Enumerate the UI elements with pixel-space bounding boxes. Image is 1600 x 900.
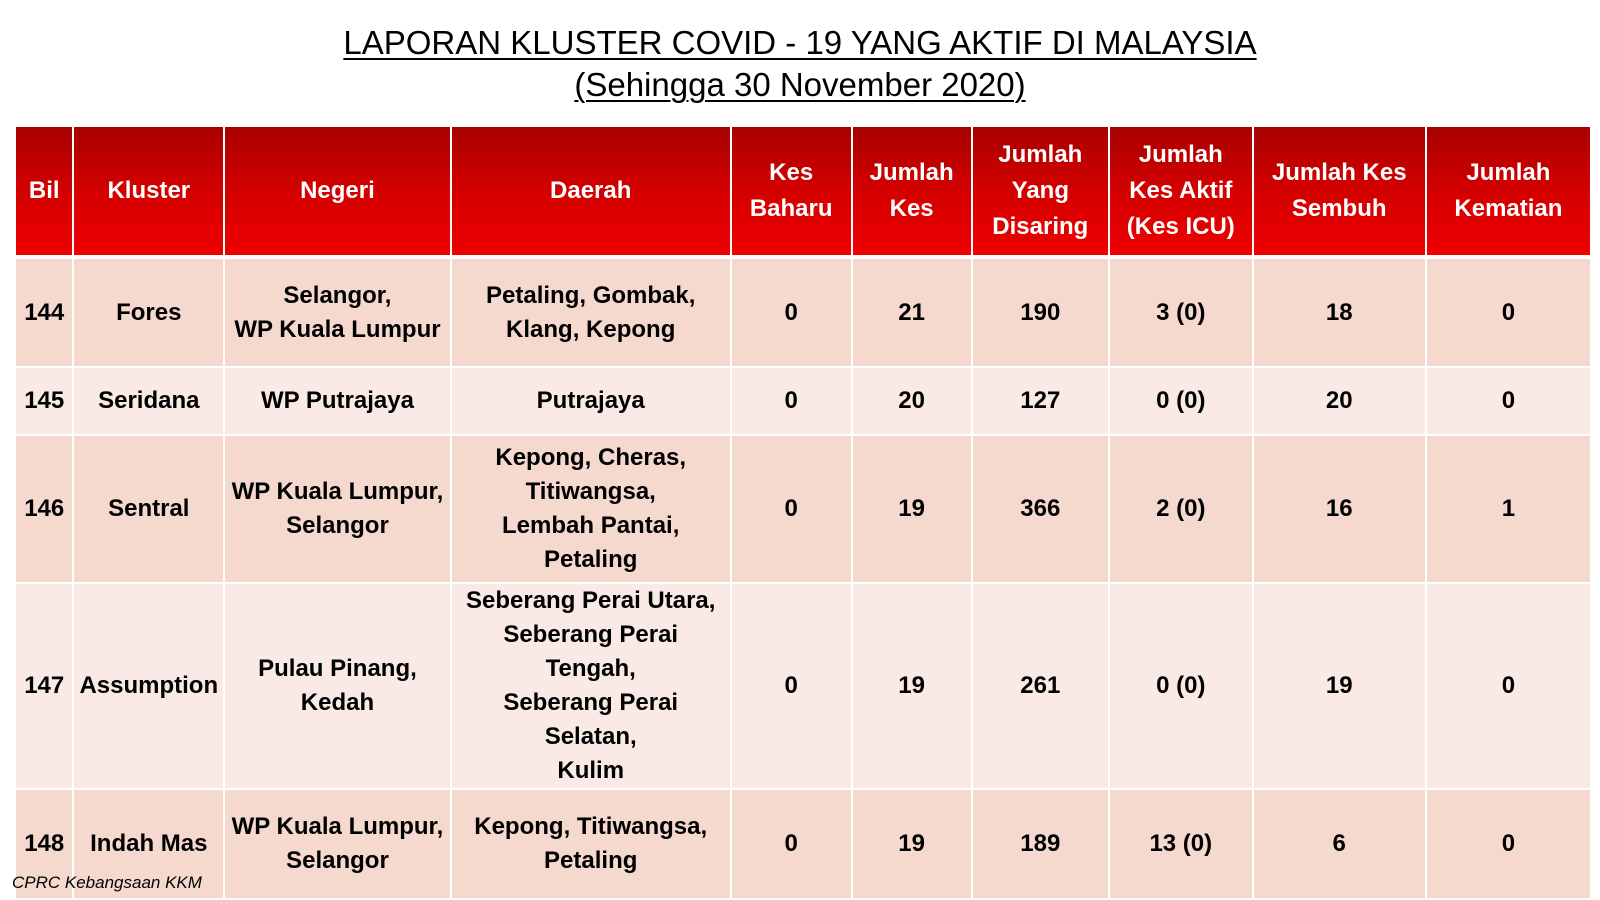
cell-bil: 148	[15, 789, 73, 899]
table-row	[15, 789, 1591, 899]
cell-daerah-line: Titiwangsa,	[525, 478, 656, 505]
cell-daerah-line: Lembah Pantai,	[502, 512, 680, 539]
header-daerah	[451, 126, 731, 257]
cell-negeri-line: WP Putrajaya	[260, 387, 414, 414]
cell-kes-baharu: 0	[731, 435, 852, 583]
cell-daerah-line: Petaling	[544, 847, 638, 874]
header-label-line: Daerah	[550, 177, 632, 204]
source-footnote: CPRC Kebangsaan KKM	[12, 873, 202, 892]
header-label-line: Disaring	[992, 213, 1089, 240]
cell-kes-baharu: 0	[731, 789, 852, 899]
cell-daerah-line: Seberang Perai Utara,	[465, 587, 716, 614]
header-label-line: Kes	[769, 159, 814, 186]
cell-kematian: 0	[1426, 789, 1591, 899]
header-jumlah-kes-sembuh	[1253, 126, 1426, 257]
cell-daerah-line: Kepong, Cheras,	[495, 444, 687, 471]
cell-jumlah-kes: 19	[852, 583, 972, 789]
cell-jumlah-kes: 20	[852, 367, 972, 435]
header-label-line: Jumlah	[1138, 141, 1223, 168]
cell-kluster: Seridana	[73, 367, 224, 435]
header-label-line: Sembuh	[1291, 195, 1387, 222]
cell-jumlah-kes: 21	[852, 257, 972, 367]
table-header-row	[15, 126, 1591, 257]
cell-jumlah-disaring: 261	[972, 583, 1109, 789]
header-kes-baharu	[731, 126, 852, 257]
cell-kematian: 0	[1426, 367, 1591, 435]
report-title-main: LAPORAN KLUSTER COVID - 19 YANG AKTIF DI MALAYSIA	[343, 24, 1257, 61]
header-label-line: Jumlah	[998, 141, 1083, 168]
table-row	[15, 367, 1591, 435]
cell-negeri	[224, 435, 451, 583]
cell-kes-sembuh: 16	[1253, 435, 1426, 583]
cell-bil: 147	[15, 583, 73, 789]
header-label-line: Jumlah	[869, 159, 954, 186]
cell-kluster: Sentral	[73, 435, 224, 583]
table-row	[15, 257, 1591, 367]
cell-kes-baharu: 0	[731, 583, 852, 789]
cell-negeri-line: WP Kuala Lumpur,	[231, 813, 444, 840]
header-label-line: Jumlah Kes	[1271, 159, 1407, 186]
header-kluster	[73, 126, 224, 257]
cell-kes-aktif: 0 (0)	[1109, 367, 1253, 435]
cell-daerah-line: Seberang Perai Tengah,	[503, 621, 679, 682]
header-jumlah-kematian	[1426, 126, 1591, 257]
cell-bil: 146	[15, 435, 73, 583]
header-jumlah-disaring	[972, 126, 1109, 257]
table-row	[15, 583, 1591, 789]
cell-kematian: 0	[1426, 583, 1591, 789]
cell-jumlah-disaring: 127	[972, 367, 1109, 435]
cell-kes-sembuh: 6	[1253, 789, 1426, 899]
cell-daerah-line: Klang, Kepong	[506, 315, 676, 343]
cell-negeri-line: WP Kuala Lumpur,	[231, 478, 444, 505]
cell-negeri	[224, 583, 451, 789]
header-label-line: Baharu	[749, 195, 833, 222]
cell-kematian: 0	[1426, 257, 1591, 367]
cell-negeri-line: Kedah	[300, 689, 375, 716]
cell-daerah	[451, 257, 731, 367]
cell-bil: 144	[15, 257, 73, 367]
cell-jumlah-disaring: 366	[972, 435, 1109, 583]
header-jumlah-kes-aktif	[1109, 126, 1253, 257]
cell-daerah-line: Petaling, Gombak,	[486, 281, 696, 309]
header-label-line: Bil	[28, 177, 60, 204]
cell-daerah-line: Putrajaya	[536, 387, 645, 414]
cell-daerah	[451, 583, 731, 789]
cell-daerah-line: Seberang Perai Selatan,	[503, 689, 679, 750]
report-title-date: (Sehingga 30 November 2020)	[574, 66, 1026, 103]
cell-kematian: 1	[1426, 435, 1591, 583]
cell-kes-baharu: 0	[731, 257, 852, 367]
header-label-line: Negeri	[300, 177, 375, 204]
cell-daerah	[451, 789, 731, 899]
cell-daerah-line: Kepong, Titiwangsa,	[474, 813, 708, 840]
cell-kes-aktif: 13 (0)	[1109, 789, 1253, 899]
cell-kes-aktif: 0 (0)	[1109, 583, 1253, 789]
cell-kes-baharu: 0	[731, 367, 852, 435]
header-label-line: Kes	[889, 195, 934, 222]
cell-kes-sembuh: 20	[1253, 367, 1426, 435]
header-bil	[15, 126, 73, 257]
cluster-table	[14, 125, 1592, 900]
header-jumlah-kes	[852, 126, 972, 257]
cell-kes-aktif: 3 (0)	[1109, 257, 1253, 367]
cell-kluster: Assumption	[73, 583, 224, 789]
cell-jumlah-disaring: 190	[972, 257, 1109, 367]
report-title	[0, 22, 1600, 106]
header-label-line: Kematian	[1454, 195, 1563, 222]
cell-negeri	[224, 367, 451, 435]
cell-negeri-line: Selangor	[286, 847, 389, 874]
table-row	[15, 435, 1591, 583]
header-label-line: Kluster	[107, 177, 191, 204]
cell-jumlah-kes: 19	[852, 435, 972, 583]
cell-kluster: Fores	[73, 257, 224, 367]
cell-kes-aktif: 2 (0)	[1109, 435, 1253, 583]
cell-negeri-line: Selangor,	[283, 281, 392, 309]
cell-kluster: Indah Mas	[73, 789, 224, 899]
header-label-line: Kes Aktif	[1129, 177, 1233, 204]
cell-jumlah-disaring: 189	[972, 789, 1109, 899]
cell-jumlah-kes: 19	[852, 789, 972, 899]
cell-negeri	[224, 257, 451, 367]
cell-negeri-line: Selangor	[286, 512, 389, 539]
cell-negeri-line: Pulau Pinang,	[258, 655, 417, 682]
cell-kes-sembuh: 18	[1253, 257, 1426, 367]
cell-negeri	[224, 789, 451, 899]
cell-bil: 145	[15, 367, 73, 435]
table-body	[15, 257, 1591, 899]
header-label-line: (Kes ICU)	[1126, 213, 1235, 240]
cell-daerah-line: Petaling	[544, 546, 638, 573]
header-negeri	[224, 126, 451, 257]
header-label-line: Yang	[1011, 177, 1069, 204]
cell-daerah-line: Kulim	[557, 757, 625, 784]
cell-daerah	[451, 435, 731, 583]
cell-kes-sembuh: 19	[1253, 583, 1426, 789]
cell-daerah	[451, 367, 731, 435]
header-label-line: Jumlah	[1466, 159, 1551, 186]
cell-negeri-line: WP Kuala Lumpur	[234, 315, 441, 343]
